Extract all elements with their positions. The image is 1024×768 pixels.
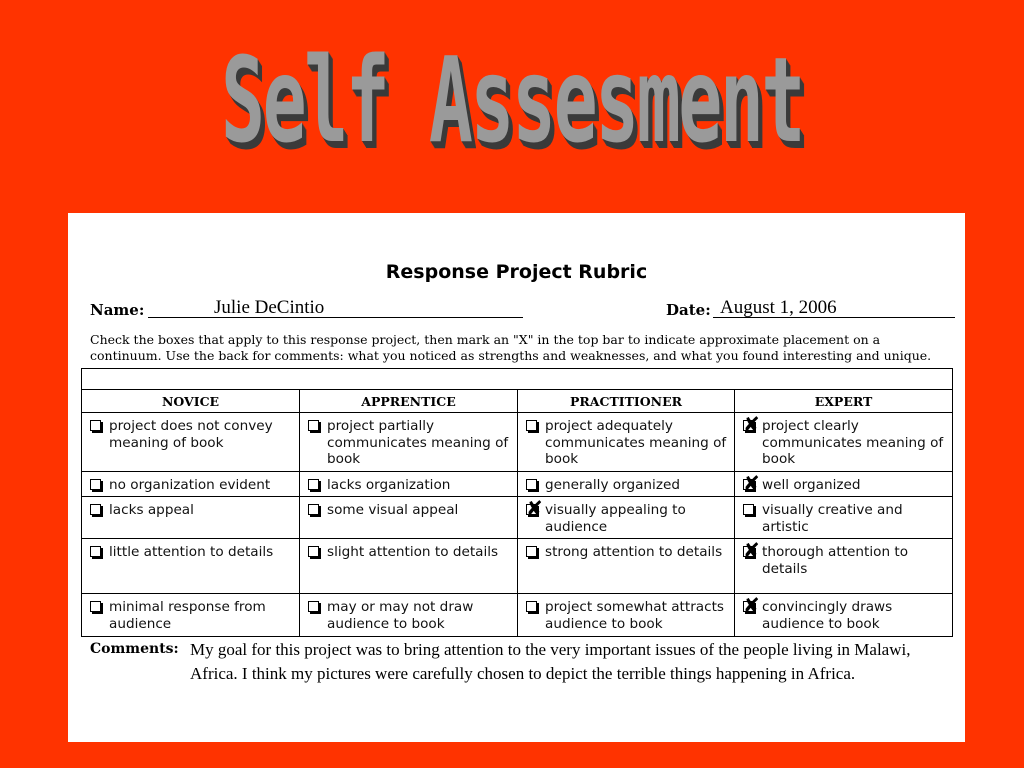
checkbox[interactable]: [743, 504, 754, 515]
rubric-cell-apprentice: [300, 471, 518, 497]
criterion-text: visually appealing to audience: [545, 502, 686, 535]
checkbox[interactable]: [526, 479, 537, 490]
x-check-icon: ✘: [743, 470, 760, 495]
x-check-icon: ✘: [743, 593, 760, 617]
criterion-text: project adequately communicates meaning of book: [545, 418, 727, 467]
criterion-text: lacks organization: [327, 476, 451, 493]
rubric-cell-apprentice: [300, 539, 518, 594]
criterion-text: strong attention to details: [545, 544, 723, 560]
header-practitioner: PRACTITIONER: [518, 390, 735, 413]
criterion-text: slight attention to details: [327, 544, 499, 560]
instructions: Check the boxes that apply to this response project, then mark an "X" in the top bar to indicate approximate placement on a continuum. Use the back for comments: what you noticed as strengths and weaknesses, and what you found interesting and unique.: [90, 332, 932, 363]
checkbox[interactable]: [526, 546, 537, 557]
header-expert: EXPERT: [735, 390, 953, 413]
criterion-text: generally organized: [545, 476, 680, 493]
rubric-cell-novice: [82, 539, 300, 594]
rubric-cell-practitioner: [518, 497, 735, 539]
criterion: [518, 594, 734, 635]
slide-title: Self Assesment: [221, 31, 803, 169]
rubric-cell-expert: [735, 413, 953, 472]
checkbox[interactable]: [308, 601, 319, 612]
criterion-text: some visual appeal: [327, 502, 459, 518]
criterion-text: little attention to details: [109, 544, 274, 560]
rubric-cell-expert: [735, 471, 953, 497]
comments-label: Comments:: [90, 641, 179, 657]
criterion-text: visually creative and artistic: [762, 502, 903, 535]
checkbox[interactable]: [90, 504, 101, 515]
x-check-icon: ✘: [526, 496, 543, 520]
checkbox[interactable]: [526, 601, 537, 612]
rubric-cell-novice: [82, 471, 300, 497]
criterion: [300, 539, 517, 564]
criterion: [735, 413, 952, 471]
rubric-cell-novice: [82, 497, 300, 539]
continuum-cell[interactable]: [82, 369, 953, 390]
criterion-text: thorough attention to details: [762, 544, 909, 577]
rubric-cell-apprentice: [300, 594, 518, 637]
rubric-cell-expert: [735, 539, 953, 594]
criterion: [735, 497, 952, 538]
criterion-text: project does not convey meaning of book: [109, 418, 273, 451]
rubric-cell-apprentice: [300, 497, 518, 539]
checkbox[interactable]: [90, 420, 101, 431]
checkbox[interactable]: [90, 479, 101, 490]
rubric-cell-novice: [82, 594, 300, 637]
criterion: [300, 472, 517, 497]
criterion: [300, 497, 517, 522]
criterion: [518, 539, 734, 564]
criterion: [82, 539, 299, 564]
criterion: [82, 413, 299, 454]
criterion-text: convincingly draws audience to book: [762, 599, 893, 632]
criterion: [735, 594, 952, 635]
rubric-cell-practitioner: [518, 539, 735, 594]
header-apprentice: APPRENTICE: [300, 390, 518, 413]
rubric-cell-practitioner: [518, 594, 735, 637]
rubric-title: Response Project Rubric: [385, 261, 648, 283]
checkbox[interactable]: [308, 420, 319, 431]
criterion: [518, 497, 734, 538]
rubric-cell-practitioner: [518, 413, 735, 472]
criterion-text: project somewhat attracts audience to book: [545, 599, 725, 632]
checkbox[interactable]: [90, 546, 101, 557]
checkbox[interactable]: [308, 504, 319, 515]
rubric-row: [82, 471, 953, 497]
criterion-text: no organization evident: [109, 476, 271, 493]
criterion: [735, 539, 952, 580]
criterion: [518, 472, 734, 497]
rubric-cell-expert: [735, 594, 953, 637]
checkbox[interactable]: [526, 420, 537, 431]
date-value: August 1, 2006: [720, 297, 837, 318]
rubric-row: [82, 594, 953, 637]
checkbox[interactable]: [90, 601, 101, 612]
rubric-cell-practitioner: [518, 471, 735, 497]
criterion-text: may or may not draw audience to book: [327, 599, 474, 632]
rubric-row: [82, 539, 953, 594]
criterion: [82, 497, 299, 522]
comments-text: My goal for this project was to bring attention to the very important issues of the people living in Malawi, Africa. I think my pictures were carefully chosen to depict the terrible things happening in Africa.: [190, 640, 911, 683]
rubric-body: [82, 413, 953, 637]
rubric-row: [82, 497, 953, 539]
rubric-cell-novice: [82, 413, 300, 472]
criterion: [735, 472, 952, 497]
criterion-text: project partially communicates meaning of book: [327, 418, 509, 467]
checkbox[interactable]: [308, 479, 319, 490]
criterion: [518, 413, 734, 471]
rubric-cell-apprentice: [300, 413, 518, 472]
criterion-text: minimal response from audience: [109, 599, 266, 632]
criterion: [300, 413, 517, 471]
header-novice: NOVICE: [82, 390, 300, 413]
rubric-table: [81, 368, 953, 637]
name-label: Name:: [90, 301, 145, 319]
header-row: [82, 390, 953, 413]
checkbox[interactable]: [308, 546, 319, 557]
x-check-icon: ✘: [743, 538, 760, 562]
criterion-text: lacks appeal: [109, 502, 194, 518]
rubric-sheet: [68, 213, 965, 742]
criterion: [82, 472, 299, 497]
criterion: [82, 594, 299, 635]
name-line: [148, 317, 523, 318]
rubric-cell-expert: [735, 497, 953, 539]
criterion-text: well organized: [762, 476, 861, 493]
continuum-bar: [82, 369, 953, 390]
rubric-row: [82, 413, 953, 472]
x-check-icon: ✘: [743, 412, 760, 436]
name-value: Julie DeCintio: [214, 297, 325, 318]
criterion-text: project clearly communicates meaning of book: [762, 418, 944, 467]
criterion: [300, 594, 517, 635]
date-label: Date:: [666, 301, 711, 319]
